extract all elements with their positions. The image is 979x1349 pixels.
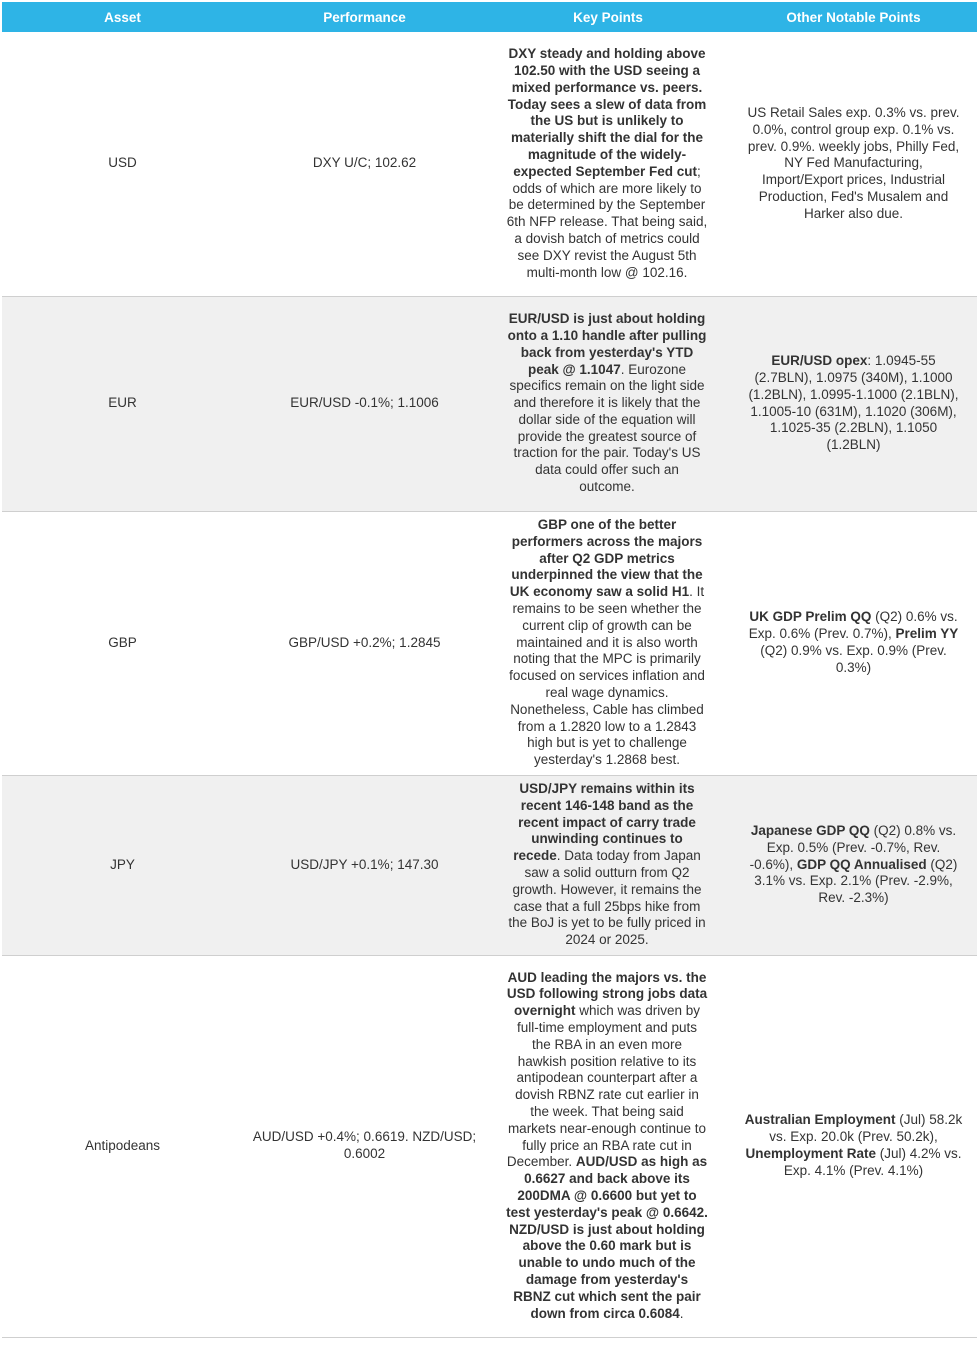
other-points-segment: GDP QQ Annualised — [796, 856, 927, 872]
performance-cell: USD/JPY +0.1%; 147.30 — [243, 775, 486, 955]
other-points-segment: (Q2) 0.9% vs. Exp. 0.9% (Prev. 0.3%) — [760, 643, 947, 675]
fx-summary-table — [2, 2, 977, 1338]
other-points-segment: Unemployment Rate — [745, 1146, 876, 1161]
other-points-segment: Australian Employment — [744, 1112, 896, 1128]
key-points-segment: AUD/USD as high as 0.6627 and back above its 200DMA @ 0.6600 but yet to test yesterday's peak @ 0.6642. NZD/USD is just about holding above the 0.60 mark but is unable to undo much of the damage from yesterday's RBNZ cut which sent the pair down from circa 0.6084 — [506, 1154, 708, 1321]
header-key-points: Key Points — [486, 2, 730, 32]
key-points-segment: ; odds of which are more likely to be determined by the September 6th NFP release. That being said, a dovish batch of metrics could see DXY revist the August 5th multi-month low @ 102.16. — [506, 163, 708, 280]
key-points-segment: . Data today from Japan saw a solid outturn from Q2 growth. However, it remains the case that a full 25bps hike from the BoJ is yet to be fully priced in 2024 or 2025. — [508, 848, 706, 948]
key-points-segment: DXY steady and holding above 102.50 with the USD seeing a mixed performance vs. peers. Today sees a slew of data from the US but is unlikely to materially shift the dial for the magnitude of the widely-expected September Fed cut — [507, 46, 707, 179]
asset-cell: USD — [108, 155, 137, 171]
other-points-cell — [730, 32, 977, 296]
other-points-segment: UK GDP Prelim QQ — [749, 609, 872, 625]
key-points-segment: . It remains to be seen whether the current clip of growth can be maintained and it is also worth noting that the MPC is primarily focused on services inflation and real wage dynamics. Nonetheless, Cable has climbed from a 1.2820 low to a 1.2843 high but is yet to challenge yesterday's 1.2868 best. — [509, 584, 705, 768]
key-points-segment: . Eurozone specifics remain on the light side and therefore it is likely that the dollar side of the equation will provide the greatest source of traction for the pair. Today's US data could offer such an outcome. — [509, 361, 705, 495]
table-row — [2, 296, 977, 511]
header-performance: Performance — [243, 2, 486, 32]
other-points-segment: : 1.0945-55 (2.7BLN), 1.0975 (340M), 1.1000 (1.2BLN), 1.0995-1.1000 (2.1BLN), 1.1005-10 (631M), 1.1020 (306M), 1.1025-35 (2.2BLN), 1.1050 (1.2BLN) — [748, 353, 959, 453]
header-row — [2, 2, 977, 32]
key-points-cell — [486, 955, 730, 1337]
key-points-cell — [486, 296, 730, 511]
performance-cell: EUR/USD -0.1%; 1.1006 — [243, 296, 486, 511]
header-other-notable-points: Other Notable Points — [730, 2, 977, 32]
other-points-segment: EUR/USD opex — [771, 353, 868, 369]
key-points-segment: USD/JPY remains within its recent 146-148 band as the recent impact of carry trade unwinding continues to recede — [513, 781, 696, 864]
performance-cell: AUD/USD +0.4%; 0.6619. NZD/USD; 0.6002 — [252, 1129, 477, 1161]
other-points-cell — [730, 955, 977, 1337]
other-points-segment: US Retail Sales exp. 0.3% vs. prev. 0.0%, control group exp. 0.1% vs. prev. 0.9%. weekly jobs, Philly Fed, NY Fed Manufacturing, Import/Export prices, Industrial Production, Fed's Musalem and Harker also due. — [747, 104, 960, 221]
performance-cell: GBP/USD +0.2%; 1.2845 — [288, 634, 441, 650]
table-row — [2, 32, 977, 296]
header-asset: Asset — [2, 2, 243, 32]
other-points-segment: Prelim YY — [895, 626, 959, 642]
other-points-segment: Japanese GDP QQ — [750, 823, 870, 838]
performance-cell: DXY U/C; 102.62 — [312, 155, 417, 171]
key-points-cell — [486, 32, 730, 296]
other-points-segment: (Jul) 4.2% vs. Exp. 4.1% (Prev. 4.1%) — [783, 1146, 962, 1178]
key-points-segment: AUD leading the majors vs. the USD following strong jobs data overnight — [506, 969, 708, 1019]
asset-cell: JPY — [2, 775, 243, 955]
key-points-segment: . — [679, 1305, 684, 1321]
other-points-cell — [730, 775, 977, 955]
table-row — [2, 955, 977, 1337]
other-points-segment: (Q2) 0.6% vs. Exp. 0.6% (Prev. 0.7%), — [748, 609, 958, 642]
other-points-cell — [730, 511, 977, 775]
other-points-segment: (Jul) 58.2k vs. Exp. 20.0k (Prev. 50.2k), — [769, 1112, 963, 1145]
asset-cell: EUR — [2, 296, 243, 511]
key-points-segment: EUR/USD is just about holding onto a 1.10 handle after pulling back from yesterday's YTD peak @ 1.1047 — [507, 311, 707, 377]
other-points-cell — [730, 296, 977, 511]
key-points-segment: GBP one of the better performers across the majors after Q2 GDP metrics underpinned the view that the UK economy saw a solid H1 — [509, 517, 703, 600]
other-points-segment: (Q2) 3.1% vs. Exp. 2.1% (Prev. -2.9%, Rev. -2.3%) — [754, 856, 958, 906]
table-row — [2, 511, 977, 775]
asset-cell: GBP — [108, 634, 137, 650]
key-points-segment: which was driven by full-time employment and puts the RBA in an even more hawkish position relative to its antipodean counterpart after a dovish RBNZ rate cut earlier in the week. That being said markets near-enough continue to fully price an RBA rate cut in December. — [506, 1003, 707, 1170]
other-points-segment: (Q2) 0.8% vs. Exp. 0.5% (Prev. -0.7%, Rev. -0.6%), — [749, 823, 957, 872]
table-row — [2, 775, 977, 955]
key-points-cell — [486, 775, 730, 955]
asset-cell: Antipodeans — [84, 1137, 161, 1153]
key-points-cell — [486, 511, 730, 775]
